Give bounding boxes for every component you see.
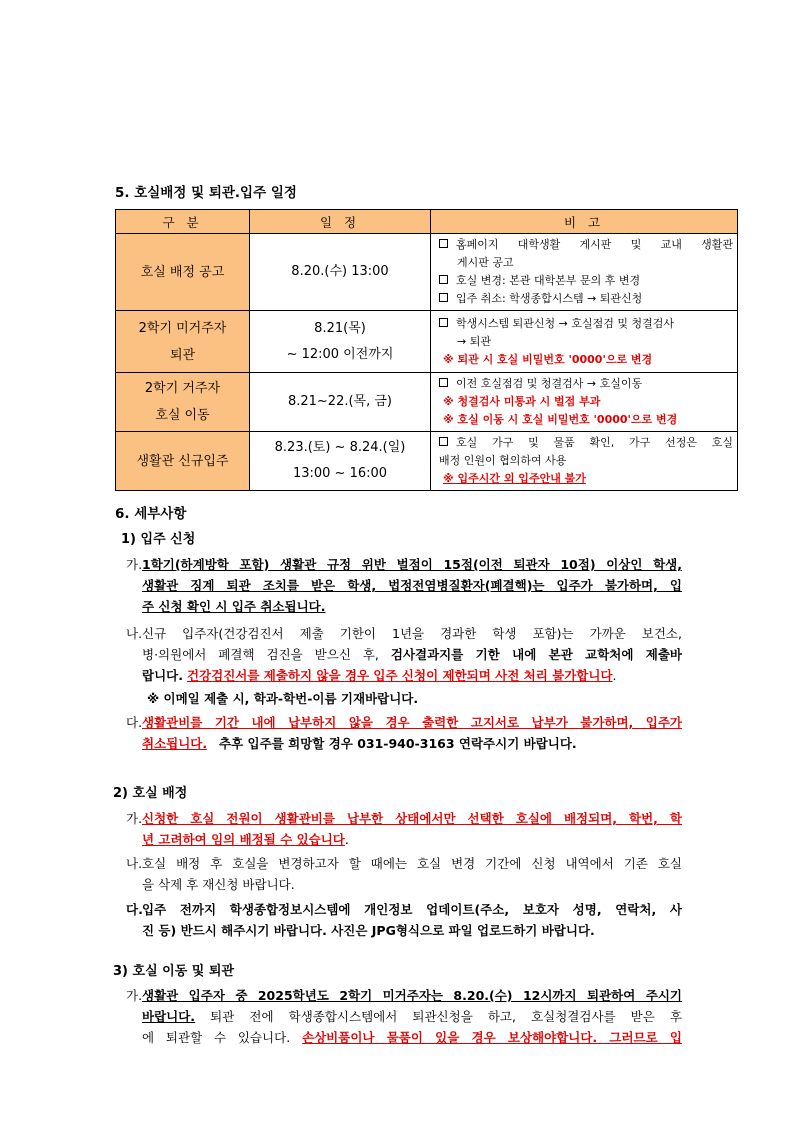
paragraph-line: 입주 전까지 학생종합정보시스템에 개인정보 업데이트(주소, 보호자 성명, 연락처, 사 [142,902,682,917]
subsection-move-in-application-title: 1) 입주 신청 [121,532,196,547]
note-line: 게시판 공고 [457,256,514,269]
note-line: 배정 인원이 협의하여 사용 [439,454,567,467]
note-warning: ※ 호실 이동 시 호실 비밀번호 '0000'으로 변경 [443,413,678,426]
note-line: → 퇴관 [457,334,491,348]
row-notes [431,234,738,311]
header-remarks: 비 고 [431,210,738,234]
paragraph-line: 을 삭제 후 재신청 바랍니다. [142,877,295,892]
checkbox-icon [439,293,448,302]
row-date [250,234,431,311]
paragraph-line: 생활관 입주자 중 2025학년도 2학기 미거주자는 8.20.(수) 12시까지 퇴관하여 주시기 [142,988,682,1003]
row-label-line: 생활관 신규입주 [136,453,229,469]
checkbox-icon [439,437,448,446]
email-note: ※ 이메일 제출 시, 학과-학번-이름 기재바랍니다. [147,691,419,706]
row-date-line: 8.21~22.(목, 금) [287,394,393,409]
row-notes [431,432,738,491]
subsection-room-move-checkout-title: 3) 호실 이동 및 퇴관 [113,964,234,979]
paragraph-line: 1학기(하계방학 포함) 생활관 규정 위반 벌점이 15점(이전 퇴관자 10점) 이상인 학생, [142,557,682,572]
row-date-line: ~ 12:00 이전까지 [286,346,394,362]
row-label [116,234,250,311]
row-label-line: 2학기 거주자 [144,381,221,396]
checkbox-icon [439,239,448,248]
section-6-title: 6. 세부사항 [115,506,187,522]
item-marker: 다. [126,902,143,917]
checkbox-icon [439,275,448,284]
table-row [116,234,738,311]
table-header-row [116,210,738,234]
item-marker: 가. [126,557,143,572]
row-date-line: 8.23.(토) ~ 8.24.(일) [274,440,406,455]
subsection-room-assignment-title: 2) 호실 배정 [113,786,188,801]
note-warning: ※ 청결검사 미통과 시 벌점 부과 [443,395,601,408]
item-marker: 다. [126,715,143,730]
item-marker: 나. [126,626,143,641]
room-move-item-ga [126,985,682,1048]
note-line: 호실 변경: 본관 대학본부 문의 후 변경 [439,272,733,290]
item-marker: 나. [126,856,143,871]
move-in-item-ga [126,554,682,617]
paragraph-line: 년 고려하여 임의 배정될 수 있습니다. [142,832,349,847]
room-assignment-item-ga [126,808,682,850]
checkbox-icon [439,318,448,327]
paragraph-line: 생활관비를 기간 내에 납부하지 않을 경우 출력한 고지서로 납부가 불가하며, 입주가 [142,715,682,730]
row-label-line: 호실 이동 [155,408,210,423]
row-label [116,373,250,432]
room-assignment-item-na [126,853,682,895]
paragraph-line: 생활관 징계 퇴관 조치를 받은 학생, 법정전염병질환자(폐결핵)는 입주가 불가하며, 입 [142,578,682,593]
row-notes [431,311,738,373]
move-in-item-da [126,712,682,754]
note-line: 학생시스템 퇴관신청 → 호실점검 및 청결검사 [439,315,733,333]
note-line: 홈페이지 대학생활 게시판 및 교내 생활관 [439,236,733,254]
row-label-line: 호실 배정 공고 [140,264,225,280]
row-notes [431,373,738,432]
room-assignment-item-da [126,899,682,941]
note-line: 이전 호실점검 및 청결검사 → 호실이동 [439,375,733,393]
paragraph-line: 취소됩니다. 추후 입주를 희망할 경우 031-940-3163 연락주시기 바랍니다. [142,736,577,751]
checkbox-icon [439,378,448,387]
paragraph-line: 에 퇴관할 수 있습니다. 손상비품이나 물품이 있을 경우 보상해야합니다. 그러므로 입 [142,1030,682,1045]
table-row [116,373,738,432]
note-warning: ※ 입주시간 외 입주안내 불가 [443,472,586,485]
row-label [116,432,250,491]
table-row [116,432,738,491]
paragraph-line: 호실 배정 후 호실을 변경하고자 할 때에는 호실 변경 기간에 신청 내역에서 기존 호실 [142,856,682,871]
paragraph-line: 신규 입주자(건강검진서 제출 기한이 1년을 경과한 학생 포함)는 가까운 보건소, [142,626,682,641]
row-date [250,373,431,432]
paragraph-line: 바랍니다. 퇴관 전에 학생종합시스템에서 퇴관신청을 하고, 호실청결검사를 받은 후 [142,1009,682,1024]
row-date-line: 13:00 ~ 16:00 [292,466,388,481]
move-in-item-na [126,623,682,686]
row-label [116,311,250,373]
row-label-line: 퇴관 [169,347,196,363]
row-date [250,311,431,373]
row-date-line: 8.20.(수) 13:00 [291,264,389,279]
item-marker: 가. [126,811,143,826]
header-schedule: 일 정 [250,210,431,234]
note-warning: ※ 퇴관 시 호실 비밀번호 '0000'으로 변경 [443,352,653,366]
schedule-table [115,209,738,491]
header-category: 구 분 [116,210,250,234]
table-row [116,311,738,373]
section-5-title: 5. 호실배정 및 퇴관.입주 일정 [115,185,297,201]
item-marker: 가. [126,988,143,1003]
row-date [250,432,431,491]
row-date-line: 8.21(목) [314,320,366,336]
note-line: 호실 가구 및 물품 확인, 가구 선정은 호실 [439,434,733,452]
paragraph-line: 진 등) 반드시 해주시기 바랍니다. 사진은 JPG형식으로 파일 업로드하기 바랍니다. [142,923,595,938]
paragraph-line: 병·의원에서 폐결핵 검진을 받으신 후, 검사결과지를 기한 내에 본관 교학처에 제출바 [142,647,682,662]
paragraph-line: 랍니다. 건강검진서를 제출하지 않을 경우 입주 신청이 제한되며 사전 처리 불가합니다. [142,668,617,683]
row-label-line: 2학기 미거주자 [138,320,227,336]
paragraph-line: 신청한 호실 전원이 생활관비를 납부한 상태에서만 선택한 호실에 배정되며, 학번, 학 [142,811,682,826]
paragraph-line: 주 신청 확인 시 입주 취소됩니다. [142,599,326,614]
note-line: 입주 취소: 학생종합시스템 → 퇴관신청 [439,290,733,308]
